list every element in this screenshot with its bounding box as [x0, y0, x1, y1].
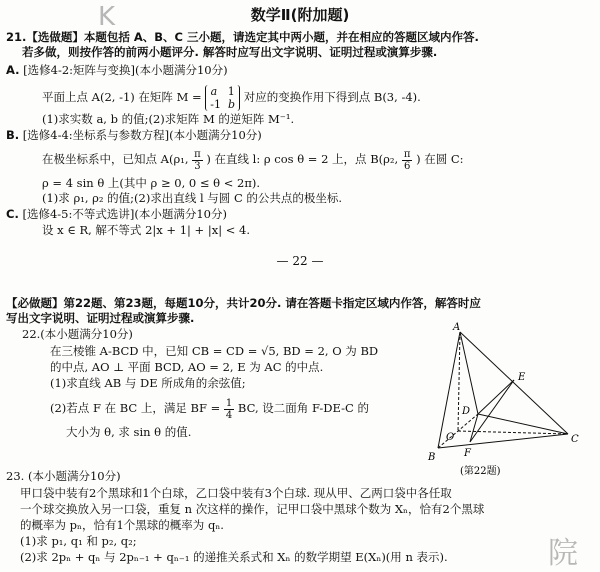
edge-AB: [438, 332, 460, 448]
q21c-line1: 设 x ∈ R, 解不等式 2|x + 1| + |x| < 4.: [42, 223, 251, 237]
question-number: 21.: [6, 30, 27, 44]
label-B: B: [428, 452, 436, 463]
tetrahedron-figure: [420, 318, 590, 480]
label-D: D: [462, 406, 471, 417]
q22-line5: 大小为 θ, 求 sin θ 的值.: [66, 425, 192, 439]
q22-line1: 在三棱锥 A-BCD 中，已知 CB = CD = √5, BD = 2, O 为 BD: [50, 344, 379, 358]
label-A: A: [453, 322, 461, 333]
q23-line5: (2)求 2pₙ + qₙ 与 2pₙ₋₁ + qₙ₋₁ 的递推关系式和 Xₙ 的数学期望 E(Xₙ)(用 n 表示).: [20, 550, 448, 564]
question-tag: 【选做题】: [26, 30, 84, 44]
q22-line2: 的中点, AO ⊥ 平面 BCD, AO = 2, E 为 AC 的中点.: [50, 360, 324, 374]
edge-FE: [470, 380, 514, 442]
q23-line2: 一个球交换放入另一口袋，重复 n 次这样的操作，记甲口袋中黑球个数为 Xₙ，恰有2个黑球: [20, 502, 485, 516]
figure-caption: (第22题): [460, 466, 501, 477]
required-intro-line1: 【必做题】第22题、第23题，每题10分，共计20分. 请在答题卡指定区域内作答，解答时应: [6, 296, 481, 310]
edge-DE: [478, 380, 514, 414]
q21a-line2: (1)求实数 a, b 的值;(2)求矩阵 M 的逆矩阵 M⁻¹.: [42, 112, 295, 126]
q21b-line2: ρ = 4 sin θ 上(其中 ρ ≥ 0, 0 ≤ θ < 2π).: [42, 176, 261, 190]
q21a-line1: 平面上点 A(2, -1) 在矩阵 M = a 1 -1 b 对应的变换作用下得到点 B(3, -4).: [42, 85, 421, 111]
matrix-M: a 1 -1 b: [205, 85, 240, 111]
q23-heading: 23. (本小题满分10分): [6, 469, 121, 483]
q21b-heading: B. [选修4-4:坐标系与参数方程](本小题满分10分): [6, 128, 262, 142]
q22-line4: (2)若点 F 在 BC 上，满足 BF = $\frac{1}{4}$ BC, 设二面角 F-DE-C 的: [50, 397, 369, 421]
page-title: 数学Ⅱ(附加题): [250, 6, 350, 24]
edge-OC: [458, 431, 568, 434]
edge-DC: [478, 414, 568, 434]
q21-intro-line2: 若多做，则按作答的前两小题评分. 解答时应写出文字说明、证明过程或演算步骤.: [22, 45, 438, 59]
page-number: — 22 —: [276, 254, 324, 268]
q23-line4: (1)求 p₁, q₁ 和 p₂, q₂;: [20, 534, 137, 548]
label-F: F: [464, 448, 471, 459]
label-O: O: [446, 432, 455, 443]
edge-AO: [458, 332, 460, 431]
q21b-line3: (1)求 ρ₁, ρ₂ 的值;(2)求出直线 l 与圆 C 的公共点的极坐标.: [42, 191, 343, 205]
q21c-heading: C. [选修4-5:不等式选讲](本小题满分10分): [6, 207, 227, 221]
watermark-stamp: 院: [548, 536, 578, 571]
q23-line1: 甲口袋中装有2个黑球和1个白球，乙口袋中装有3个白球. 现从甲、乙两口袋中各任取: [20, 486, 452, 500]
label-C: C: [571, 434, 579, 445]
q21a-heading: A. [选修4-2:矩阵与变换](本小题满分10分): [6, 63, 228, 77]
q22-heading: 22.(本小题满分10分): [22, 327, 133, 341]
label-E: E: [518, 372, 526, 383]
edge-AD: [460, 332, 478, 414]
q22-line3: (1)求直线 AB 与 DE 所成角的余弦值;: [50, 376, 246, 390]
edge-BC: [438, 434, 568, 448]
q21b-line1: 在极坐标系中，已知点 A(ρ₁, $\frac{\pi}{3}$ ) 在直线 l: ρ cos θ = 2 上，点 B(ρ₂, $\frac{\pi}{6}$ ) 在圆 C:: [42, 148, 464, 172]
required-intro-line2: 写出文字说明、证明过程或演算步骤.: [6, 311, 195, 325]
q21-intro-line1: 21.【选做题】本题包括 A、B、C 三小题，请选定其中两小题，并在相应的答题区域内作答.: [6, 30, 479, 44]
edge-DF: [470, 414, 478, 442]
watermark-stamp: K: [98, 2, 116, 32]
q23-line3: 的概率为 pₙ，恰有1个黑球的概率为 qₙ.: [20, 518, 224, 532]
